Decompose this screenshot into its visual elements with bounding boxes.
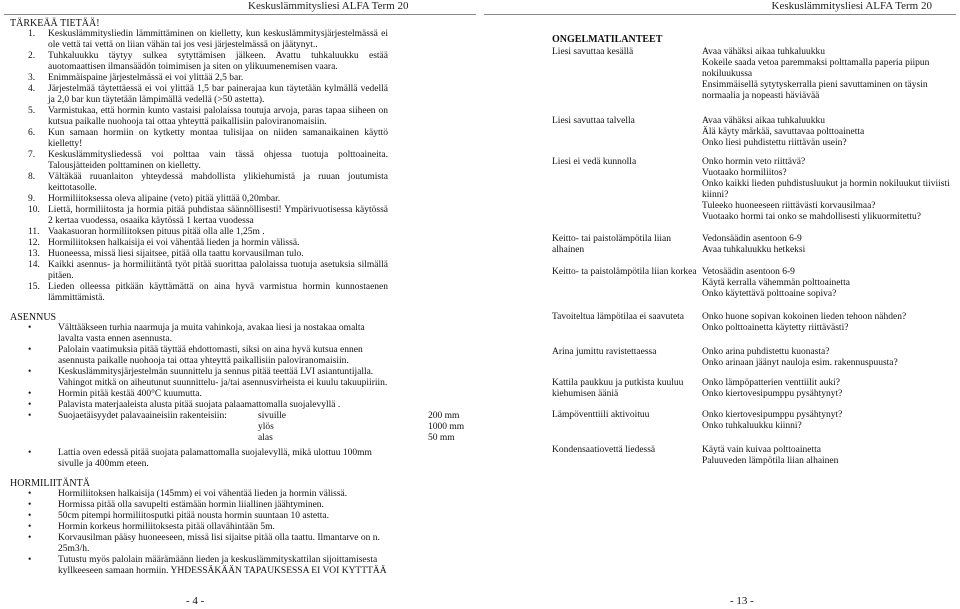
warning-number: 14. — [28, 260, 40, 270]
troubleshooting-row — [552, 234, 952, 256]
problem-cell: Liesi ei vedä kunnolla — [552, 157, 637, 167]
troubleshooting-row — [552, 312, 952, 334]
chimney-list — [10, 489, 388, 577]
solution-cell: Vetosäädin asentoon 6-9 Käytä kerralla vähemmän polttoainetta Onko käytettävä polttoaine sopiva? — [702, 267, 850, 299]
install-list — [10, 323, 388, 422]
list-item-text: Hormiliitoksen halkaisija (145mm) ei voi vähentää lieden ja hormin välissä. — [58, 489, 348, 499]
warning-item — [10, 150, 388, 172]
warning-item — [10, 172, 388, 194]
right-header: Keskuslämmitysliesi ALFA Term 20 — [771, 0, 932, 12]
warning-text: Vältäkää ruuanlaiton yhteydessä mahdollista ylikiehumistä ja ruuan joutumista keittotasolle. — [48, 172, 388, 193]
bullet-icon: • — [28, 367, 32, 377]
problem-cell: Liesi savuttaa talvella — [552, 116, 635, 126]
list-item — [10, 500, 388, 511]
warning-number: 7. — [28, 150, 36, 160]
troubleshooting-table — [552, 34, 952, 466]
important-title: TÄRKEÄÄ TIETÄÄ! — [10, 18, 100, 29]
warning-number: 1. — [28, 29, 36, 39]
troubleshooting-title: ONGELMATILANTEET — [552, 34, 663, 45]
distance-label: sivuille — [258, 411, 286, 421]
solution-cell: Onko huone sopivan kokoinen lieden tehoon nähden? Onko polttoainetta käytetty riittävästi? — [702, 312, 907, 333]
left-header: Keskuslämmitysliesi ALFA Term 20 — [248, 0, 409, 12]
bullet-icon: • — [28, 500, 32, 510]
troubleshooting-row — [552, 445, 952, 467]
troubleshooting-row — [552, 347, 952, 369]
list-item — [10, 389, 388, 400]
list-item-text: Suojaetäisyydet palavaaineisiin rakenteisiin: — [58, 411, 227, 421]
solution-cell: Onko hormin veto riittävä? Vuotaako hormiliitos? Onko kaikki lieden puhdistusluukut ja hormin nokiluukut tiiviisti kiinni? Tuleeko huoneeseen riittävästi korvausilmaa? Vuotaako hormi tai onko se mahdollisesti ylikuormitettu? — [702, 157, 950, 222]
list-item-text: Tutustu myös palolain määrämäänn lieden ja keskuslämmityskattilan sijoittamisesta kyllkeeseen samaan hormiin. YHDESSÄKÄÄN TAPAUKSESSA EI VOI KYTTTÄÄ — [58, 555, 387, 576]
list-item — [10, 511, 388, 522]
warning-text: Keskuslämmitysliedessä voi polttaa vain tässä ohjessa tuotuja polttoaineita. Talousjätteiden polttaminen on kielletty. — [48, 150, 388, 171]
list-item-text: Korvausilman pääsy huoneeseen, missä lisi sijaitse pitää olla taattu. Ilmantarve on n. 25m3/h. — [58, 533, 380, 554]
list-item — [10, 367, 388, 389]
solution-cell: Onko lämpöpatterien venttiilit auki? Onko kiertovesipumppu pysähtynyt? — [702, 378, 843, 399]
warning-text: Liettä, hormiliitosta ja hormia pitää puhdistaa säännöllisesti! Ympärivuotisessa käytössä 2 kertaa vuodessa, osaaika käytössä 1 kertaa vuodessa — [48, 205, 388, 226]
warning-item — [10, 205, 388, 227]
problem-cell: Keitto- tai paistolämpötila liian alhainen — [552, 234, 671, 255]
bullet-icon: • — [28, 389, 32, 399]
solution-cell: Vedonsäädin asentoon 6-9 Avaa tuhkaluukku hetkeksi — [702, 234, 806, 255]
solution-cell: Käytä vain kuivaa polttoainetta Paluuveden lämpötila liian alhainen — [702, 445, 839, 466]
distance-value: 200 mm — [428, 411, 460, 421]
warning-item — [10, 194, 388, 205]
warning-text: Kaikki asennus- ja hormiliitäntä työt pitää suorittaa palolaissa tuotuja asetuksia silmällä pitäen. — [48, 260, 388, 281]
warnings-list — [10, 29, 388, 304]
warning-text: Huoneessa, missä liesi sijaitsee, pitää olla taattu korvausilman tulo. — [48, 249, 304, 259]
problem-cell: Keitto- ta paistolämpötila liian korkea — [552, 267, 697, 277]
chimney-title: HORMILIITÄNTÄ — [10, 478, 90, 489]
warning-item — [10, 84, 388, 106]
warning-item — [10, 51, 388, 73]
warning-text: Varmistukaa, että hormin kunto vastaisi palolaissa toutuja arvoja, paras tapaa siiheen on kutsua paikalle nuohooja tai ottaa yhteyttä paikallisiin paloviranomaisiin. — [48, 106, 388, 127]
warning-item — [10, 249, 388, 260]
install-title: ASENNUS — [10, 312, 57, 323]
troubleshooting-row — [552, 267, 952, 300]
bullet-icon: • — [28, 323, 32, 333]
distance-value: 1000 mm — [428, 422, 465, 432]
list-item-text: Palolain vaatimuksia pitää täyttää ehdottomasti, siksi on aina hyvä kutsua ennen asennusta paikalle nuohooja tai ottaa yhteyttä paikallisiin paloviranomaisiin. — [58, 345, 363, 366]
warning-number: 5. — [28, 106, 36, 116]
bullet-icon: • — [28, 400, 32, 410]
warning-item — [10, 282, 388, 304]
right-page — [480, 0, 960, 609]
list-item — [10, 345, 388, 367]
warning-number: 15. — [28, 282, 40, 292]
bullet-icon: • — [28, 555, 32, 565]
warning-item — [10, 128, 388, 150]
right-header-rule — [484, 14, 956, 15]
list-item — [10, 533, 388, 555]
problem-cell: Arina jumittu ravistettaessa — [552, 347, 657, 357]
distance-table — [258, 411, 465, 444]
bullet-icon: • — [28, 511, 32, 521]
warning-number: 8. — [28, 172, 36, 182]
warning-text: Enimmäispaine järjestelmässä ei voi ylittää 2,5 bar. — [48, 73, 244, 83]
warning-number: 6. — [28, 128, 36, 138]
list-item-text: 50cm pitempi hormiliitosputki pitää nousta hormin suuntaan 10 astetta. — [58, 511, 329, 521]
install-last-list — [10, 448, 388, 470]
list-item-text: Hormissa pitää olla savupelti estämään hormin liiallinen jäähtyminen. — [58, 500, 324, 510]
bullet-icon: • — [28, 411, 32, 421]
list-item — [10, 323, 388, 345]
warning-text: Lieden olleessa pitkään käyttämättä on aina hyvä varmistua hormin kunnostaenen lämmittämistä. — [48, 282, 388, 303]
warning-number: 4. — [28, 84, 36, 94]
warning-item — [10, 29, 388, 51]
warning-text: Hormiliitoksessa oleva alipaine (veto) pitää ylittää 0,20mbar. — [48, 194, 281, 204]
warning-item — [10, 106, 388, 128]
warning-item — [10, 227, 388, 238]
troubleshooting-row — [552, 47, 952, 102]
list-item — [10, 400, 388, 411]
list-item — [10, 555, 388, 577]
solution-cell: Onko kiertovesipumppu pysähtynyt? Onko tuhkaluukku kiinni? — [702, 410, 843, 431]
warning-text: Kun samaan hormiin on kytketty montaa tulisijaa on niiden samanaikainen käyttö kielletty! — [48, 128, 388, 149]
list-item-text: Keskuslämmitysjärjestelmän suunnittelu ja sennus pitää teettää LVI asiantuntijalla. Vahingot mitkä on aiheutunut suunnittelu- ja/tai asennusvirheista ei kuulu takuupiiriin. — [58, 367, 388, 388]
warning-number: 9. — [28, 194, 36, 204]
solution-cell: Onko arina puhdistettu kuonasta? Onko arinaan jäänyt nauloja esim. rakennuspuusta? — [702, 347, 898, 368]
bullet-icon: • — [28, 533, 32, 543]
warning-text: Tuhkaluukku täytyy sulkea sytyttämisen jälkeen. Avattu tuhkaluukku estää auotomaattisen ilmansäädön toimimisen ja siten on ylikuumenemisen vaara. — [48, 51, 388, 72]
list-item-text: Välttääkseen turhia naarmuja ja muita vahinkoja, avakaa liesi ja nostakaa omalta lavalta vasta ennen asennusta. — [58, 323, 365, 344]
warning-number: 3. — [28, 73, 36, 83]
warning-item — [10, 73, 388, 84]
problem-cell: Tavoiteltua lämpötilaa ei saavuteta — [552, 312, 685, 322]
left-content — [10, 18, 465, 577]
distance-label: alas — [258, 433, 273, 443]
problem-cell: Liesi savuttaa kesällä — [552, 47, 634, 57]
list-item — [10, 489, 388, 500]
page-number-right: - 13 - — [730, 595, 754, 607]
bullet-icon: • — [28, 345, 32, 355]
list-item-text: Hormin pitää kestää 400°C kuumutta. — [58, 389, 202, 399]
troubleshooting-row — [552, 116, 952, 149]
list-item-text: Hormin korkeus hormiliitoksesta pitää ollavähintään 5m. — [58, 522, 275, 532]
troubleshooting-row — [552, 378, 952, 400]
bullet-icon: • — [28, 522, 32, 532]
distance-value: 50 mm — [428, 433, 455, 443]
warning-text: Vaakasuoran hormiliitoksen pituus pitää olla alle 1,25m . — [48, 227, 265, 237]
problem-cell: Kondensaatiovettä liedessä — [552, 445, 656, 455]
distance-label: ylös — [258, 422, 274, 432]
left-header-rule — [4, 14, 476, 15]
solution-cell: Avaa vähäksi aikaa tuhkaluukku Älä käyty märkää, savuttavaa polttoainetta Onko liesi puhdistettu riittävän usein? — [702, 116, 865, 148]
warning-number: 10. — [28, 205, 40, 215]
bullet-icon: • — [28, 489, 32, 499]
solution-cell: Avaa vähäksi aikaa tuhkaluukku Kokeile saada vetoa paremmaksi polttamalla paperia piipun nokiluukussa Ensimmäisellä sytytyskerralla pieni savuttaminen on täysin normaalia ja nopeasti häviävää — [702, 47, 930, 101]
problem-cell: Kattila paukkuu ja putkista kuuluu kiehumisen ääniä — [552, 378, 684, 399]
page-number-left: - 4 - — [186, 595, 205, 607]
warning-item — [10, 260, 388, 282]
troubleshooting-row — [552, 410, 952, 432]
warning-text: Hormiliitoksen halkaisija ei voi vähentää lieden ja hormin välissä. — [48, 238, 300, 248]
warning-number: 13. — [28, 249, 40, 259]
warning-number: 2. — [28, 51, 36, 61]
warning-number: 12. — [28, 238, 40, 248]
troubleshooting-row — [552, 157, 952, 223]
warning-text: Järjestelmää täytettäessä ei voi ylittää 1,5 bar painerajaa kun täytetään kylmällä vedellä ja 2,0 bar kun täytetään lämpimällä vedellä (>50 astetta). — [48, 84, 388, 105]
problem-cell: Lämpöventtiili aktivoituu — [552, 410, 650, 420]
warning-item — [10, 238, 388, 249]
list-item-text: Palavista materjaaleista alusta pitää suojata palaamattomalla suojalevyllä . — [58, 400, 341, 410]
warning-text: Keskuslämmitysliedin lämmittäminen on kielletty, kun keskuslämmitysjärjestelmässä ei ole vettä tai vettä on liian vähän tai jos vesi järjestelmässä on jäätynyt.. — [48, 29, 388, 50]
list-item — [10, 522, 388, 533]
warning-number: 11. — [28, 227, 40, 237]
list-item: • Lattia oven edessä pitää suojata palamattomalla suojalevyllä, mikä ulottuu 100mm sivulle ja 400mm eteen. — [28, 448, 372, 469]
